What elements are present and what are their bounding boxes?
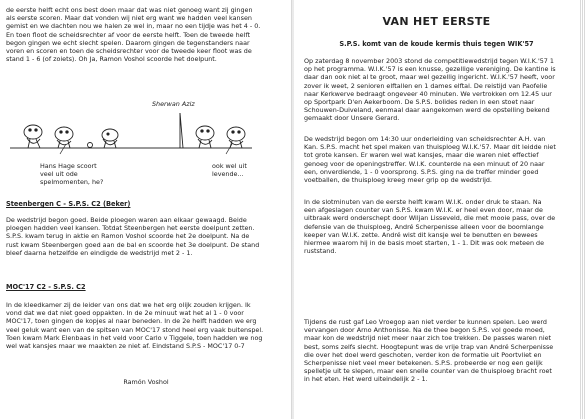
cartoon-signature: Sherwan Aziz: [152, 100, 195, 108]
page-title: VAN HET EERSTE: [382, 15, 491, 28]
text-line: En toen floot de scheidsrechter af voor de eerste helft. Toen de tweede helft: [6, 30, 251, 39]
cartoon-caption-right: [212, 162, 282, 178]
section1-paragraph: [6, 216, 288, 257]
text-line: keeper van W.I.K. zette. André wist dit kansje wel te benutten en bewees: [304, 230, 538, 239]
caption-line: spelmomenten, he?: [40, 178, 104, 186]
text-line: ruststand.: [304, 247, 337, 256]
text-line: ploegen hadden veel kansen. Totdat Steenbergen het eerste doelpunt zetten.: [6, 224, 255, 233]
text-line: genoeg voor de openingstreffer. W.I.K. counterde na een minuut of 20 naar: [304, 159, 545, 168]
text-line: een, onverdiende, 1 - 0 voorsprong. S.P.S. ging na de treffer minder goed: [304, 167, 539, 176]
text-line: In de slotminuten van de eerste helft kwam W.I.K. onder druk te staan. Na: [304, 198, 542, 206]
text-line: de eerste helft echt ons best doen maar dat was niet genoeg want zij gingen: [6, 6, 253, 14]
text-line: daar dan ook niet al te groot, maar wel gezellig ingericht. W.I.K.'57 heeft, voor: [304, 73, 555, 82]
text-line: spelletje uit te slepen, maar een snelle counter van de thuisploeg bracht roet: [304, 367, 552, 376]
text-line: tot grote kansen. Er waren wel wat kansjes, maar die waren niet effectief: [304, 151, 539, 160]
text-line: MOC'17, toen gingen de kopjes al naar beneden. In de 2e helft hadden we erg: [6, 317, 257, 326]
article-paragraph-1: [304, 57, 576, 123]
text-line: De wedstrijd begon goed. Beide ploegen waren aan elkaar gewaagd. Beide: [6, 216, 247, 224]
text-line: begon gingen we echt slecht spelen. Daarom gingen de tegenstanders naar: [6, 38, 250, 47]
text-line: Tijdens de rust gaf Leo Vroegop aan niet verder te kunnen spelen. Leo werd: [304, 318, 547, 326]
text-line: in het eten. Het werd uiteindelijk 2 - 1.: [304, 375, 428, 384]
caption-line: levende...: [212, 170, 244, 178]
text-line: voetballen, de thuisploeg kreeg meer grip op de wedstrijd.: [304, 176, 492, 185]
text-line: op het programma. W.I.K.'57 is een knusse, gezellige vereniging. De kantine is: [304, 65, 556, 74]
author-signature: Ramón Voshol: [123, 378, 169, 386]
text-line: voren en scoren en toen de scheidsrechter voor de tweede keer floot was de: [6, 47, 252, 56]
text-line: hiermee waarom hij in de basis moet starten, 1 - 1. Dit was ook meteen de: [304, 239, 545, 248]
text-line: Scherpenisse niet veel meer betekenen. S.P.S. probeerde er nog een gelijk: [304, 359, 543, 368]
text-line: op Sportpark D'en Aekerboom. De S.P.S. bolides reden in een stoet naar: [304, 98, 535, 107]
text-line: vervangen door Arno Anthonisse. Na de thee begon S.P.S. vol goede moed,: [304, 326, 545, 335]
section2-paragraph: [6, 301, 288, 350]
text-line: gemaakt door Unsere Gerard.: [304, 114, 400, 123]
text-line: De wedstrijd begon om 14:30 uur onderleiding van scheidsrechter A.H. van: [304, 135, 546, 143]
left-page: [0, 0, 292, 419]
caption-line: Hans Hage scoort: [40, 162, 97, 170]
text-line: stand 1 - 6 (of zoiets). Oh Ja, Ramon Voshol scoorde het doelpunt.: [6, 55, 217, 64]
page-edge: [579, 0, 585, 419]
text-line: Kan. S.P.S. macht het spel maken van thuisploeg W.I.K.'57. Maar dit leidde niet: [304, 143, 556, 152]
text-line: vond dat we dat niet goed oppakten. In de 2e minuut wat het al 1 - 0 voor: [6, 309, 244, 318]
section1-heading: Steenbergen C - S.P.S. C2 (Beker): [6, 200, 131, 208]
text-line: best, soms zelfs slecht. Hoogtepunt was de vrije trap van André Scherpenisse: [304, 342, 554, 351]
text-line: S.P.S. kwam terug in aktie en Ramon Voshol scoorde het 2e doelpunt. Na de: [6, 232, 250, 241]
text-line: Schouwen-Duiveland, eenmaal daar aangekomen werd de opstelling bekend: [304, 106, 550, 115]
text-line: maar kon de wedstrijd niet meer naar zich toe trekken. De passes waren niet: [304, 334, 552, 343]
text-line: defensie van de thuisploeg, André Scherpenisse alleen voor de boomlange: [304, 222, 544, 231]
article-paragraph-3: [304, 198, 576, 255]
intro-paragraph: [6, 6, 288, 63]
text-line: Toen kwam Mark Elenbaas in het veld voor Carlo v Tiggele, toen hadden we nog: [6, 333, 263, 342]
caption-line: veel uit ode: [40, 170, 78, 178]
text-line: rust kwam Steenbergen goed aan de bal en scoorde het 3e doelpunt. De stand: [6, 240, 260, 249]
text-line: uitbraak werd onderschept door Wiljan Lisseveld, die met mooie pass, over de: [304, 214, 556, 223]
text-line: zover ik weet, 2 senioren elftallen en 1 dames elftal. De reistijd van Paofelie: [304, 81, 548, 90]
text-line: die over het doel werd geschoten, verder kon de formatie uit Poortvliet en: [304, 350, 542, 359]
text-line: gemist en we dachten nou we halen ze wel in, maar no een tijdje was het 4 - 0.: [6, 22, 261, 31]
caption-line: ook wel uit: [212, 162, 247, 170]
text-line: een afgeslagen counter van S.P.S. kwam W.I.K. er heel even door, maar de: [304, 206, 543, 215]
right-page: [294, 0, 585, 419]
text-line: wel wat kansjes maar we maakten ze niet af. Eindstand S.P.S - MOC'17 0-7: [6, 342, 245, 351]
article-paragraph-2: [304, 135, 576, 184]
text-line: bleef daarna hetzelfde en eindigde de wedstrijd met 2 - 1.: [6, 248, 193, 257]
text-line: veel geluk want een van de spitsen van MOC'17 stond heel erg vaak buitenspel.: [6, 325, 264, 334]
article-paragraph-4: [304, 318, 576, 384]
cartoon-caption-left: [40, 162, 140, 186]
article-subtitle: S.P.S. komt van de koude kermis thuis tegen WIK'57: [339, 40, 534, 48]
text-line: als eerste scoren. Maar dat vonden wij niet erg want we hadden veel kansen: [6, 14, 252, 23]
section2-heading: MOC'17 C2 - S.P.S. C2: [6, 283, 86, 291]
text-line: Op zaterdag 8 november 2003 stond de competitiewedstrijd tegen W.I.K.'57 1: [304, 57, 554, 65]
text-line: naar Kerkwerve bedraagt ongeveer 40 minuten. We vertrokken om 12.45 uur: [304, 89, 552, 98]
text-line: In de kleedkamer zij de leider van ons dat we het erg olijk zouden krijgen. Ik: [6, 301, 251, 309]
